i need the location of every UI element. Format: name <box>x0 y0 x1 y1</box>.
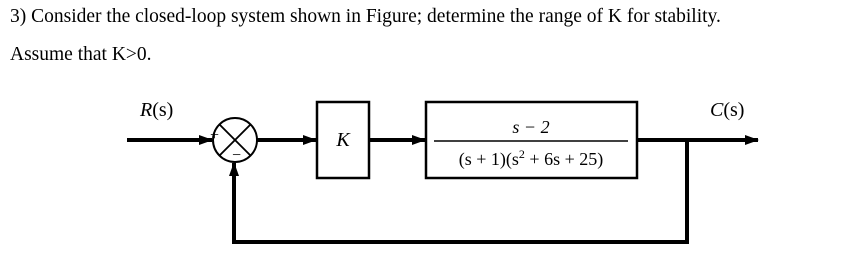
minus-sign: − <box>232 147 242 164</box>
plant-numerator: s − 2 <box>512 117 550 137</box>
question-line-1: 3) Consider the closed-loop system shown in Figure; determine the range of K for stability. <box>10 6 721 27</box>
input-label: R(s) <box>140 99 174 121</box>
gain-label: K <box>336 129 350 151</box>
question-line-2: Assume that K>0. <box>10 44 152 65</box>
plant-denominator: $(s + 1)(s^2 + 6s + 25)$ <box>458 147 604 169</box>
plus-sign: + <box>210 127 220 144</box>
output-label: C(s) <box>710 99 745 121</box>
